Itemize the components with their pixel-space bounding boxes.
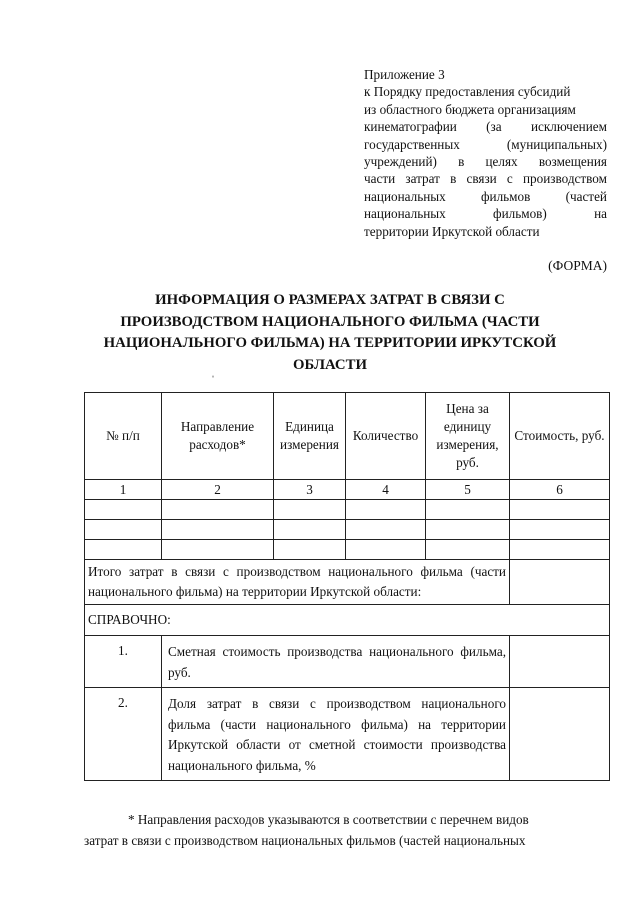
reference-number: 1. [85, 636, 162, 688]
reference-value-cell[interactable] [510, 688, 610, 781]
footnote-line: затрат в связи с производством национальных фильмов (частей национальных [84, 833, 526, 848]
empty-cell[interactable] [426, 500, 510, 520]
empty-cell[interactable] [510, 520, 610, 540]
appendix-word: производством [522, 171, 607, 187]
appendix-word: целях [485, 154, 518, 170]
reference-header-row [85, 605, 610, 636]
appendix-word: в [450, 171, 457, 187]
appendix-word: исключением [530, 119, 607, 135]
title-line: ОБЛАСТИ [293, 356, 367, 373]
empty-cell[interactable] [274, 520, 346, 540]
appendix-line-justified [364, 136, 607, 153]
empty-cell[interactable] [346, 540, 426, 560]
empty-cell[interactable] [85, 500, 162, 520]
appendix-block [364, 66, 607, 240]
empty-cell[interactable] [162, 500, 274, 520]
appendix-word: (за [486, 119, 502, 135]
empty-cell[interactable] [346, 500, 426, 520]
appendix-word: связи [466, 171, 497, 187]
column-number: 5 [426, 480, 510, 500]
appendix-word: с [506, 171, 513, 187]
appendix-line-justified [364, 118, 607, 135]
empty-cell[interactable] [510, 540, 610, 560]
empty-cell[interactable] [426, 520, 510, 540]
empty-cell[interactable] [85, 520, 162, 540]
appendix-line: из областного бюджета организациям [364, 101, 576, 117]
footnote-line: * Направления расходов указываются в соответствии с перечнем видов [128, 812, 529, 827]
column-number-row [85, 480, 610, 500]
appendix-line-justified [364, 170, 607, 187]
appendix-word: национальных [364, 188, 446, 204]
column-number: 2 [162, 480, 274, 500]
appendix-word: учреждений) [364, 154, 437, 170]
total-row [85, 560, 610, 605]
empty-data-row [85, 540, 610, 560]
appendix-line: к Порядку предоставления субсидий [364, 84, 571, 100]
scan-speck: ˌ [211, 364, 215, 378]
total-label: Итого затрат в связи с производством национального фильма (части национального фильма) на территории Иркутской области: [85, 560, 510, 605]
document-title [80, 290, 580, 376]
header-cell-number: № п/п [85, 393, 162, 480]
appendix-word: на [594, 206, 607, 222]
appendix-word: возмещения [538, 154, 607, 170]
appendix-word: фильмов [480, 188, 531, 204]
header-cell-cost: Стоимость, руб. [510, 393, 610, 480]
total-value-cell[interactable] [510, 560, 610, 605]
empty-cell[interactable] [162, 520, 274, 540]
costs-table [84, 392, 610, 781]
title-line: ИНФОРМАЦИЯ О РАЗМЕРАХ ЗАТРАТ В СВЯЗИ С [155, 292, 505, 308]
appendix-line: территории Иркутской области [364, 223, 540, 239]
appendix-word: государственных [364, 136, 460, 152]
reference-row [85, 636, 610, 688]
appendix-word: национальных [364, 206, 446, 222]
column-number: 4 [346, 480, 426, 500]
header-cell-unit: Единица измерения [274, 393, 346, 480]
column-number: 3 [274, 480, 346, 500]
appendix-line-justified [364, 153, 607, 170]
table-header-row [85, 393, 610, 480]
empty-cell[interactable] [346, 520, 426, 540]
appendix-word: в [458, 154, 465, 170]
reference-text: Доля затрат в связи с производством национального фильма (части национального фильма) на территории Иркутской области от сметной стоимости производства национального фильма, % [162, 688, 510, 781]
appendix-word: фильмов) [493, 206, 547, 222]
appendix-word: (частей [565, 188, 607, 204]
empty-cell[interactable] [510, 500, 610, 520]
header-cell-quantity: Количество [346, 393, 426, 480]
appendix-line-justified [364, 188, 607, 205]
appendix-word: (муниципальных) [506, 136, 607, 152]
reference-label: СПРАВОЧНО: [85, 605, 610, 636]
empty-data-row [85, 500, 610, 520]
appendix-word: кинематографии [364, 119, 457, 135]
header-cell-direction: Направление расходов* [162, 393, 274, 480]
header-cell-price: Цена за единицу измерения, руб. [426, 393, 510, 480]
reference-text: Сметная стоимость производства национального фильма, руб. [162, 636, 510, 688]
appendix-word: части [364, 171, 396, 187]
appendix-line: Приложение 3 [364, 67, 445, 82]
title-line: ПРОИЗВОДСТВОМ НАЦИОНАЛЬНОГО ФИЛЬМА (ЧАСТИ [120, 313, 540, 330]
empty-cell[interactable] [274, 540, 346, 560]
reference-row [85, 688, 610, 781]
title-line: НАЦИОНАЛЬНОГО ФИЛЬМА) НА ТЕРРИТОРИИ ИРКУТСКОЙ [103, 335, 557, 351]
column-number: 1 [85, 480, 162, 500]
empty-cell[interactable] [85, 540, 162, 560]
empty-cell[interactable] [162, 540, 274, 560]
empty-data-row [85, 520, 610, 540]
reference-value-cell[interactable] [510, 636, 610, 688]
appendix-line-justified [364, 205, 607, 222]
empty-cell[interactable] [426, 540, 510, 560]
column-number: 6 [510, 480, 610, 500]
reference-number: 2. [85, 688, 162, 781]
appendix-word: затрат [405, 171, 440, 187]
form-label: (ФОРМА) [548, 258, 607, 273]
footnote [84, 809, 609, 851]
empty-cell[interactable] [274, 500, 346, 520]
